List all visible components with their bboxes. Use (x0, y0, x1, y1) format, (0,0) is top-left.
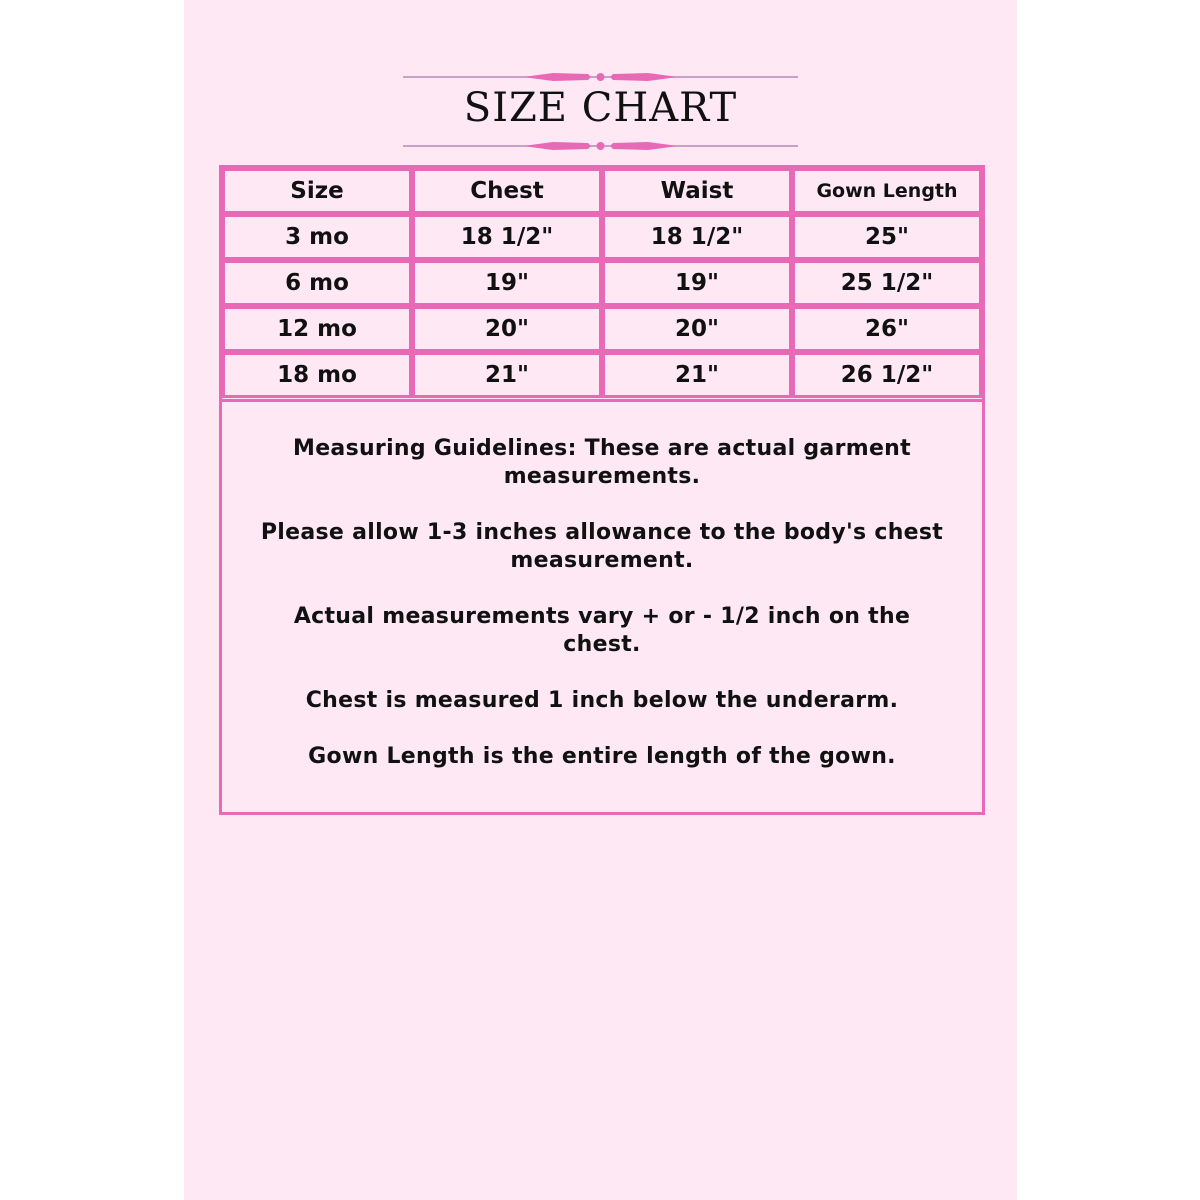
size-table (219, 165, 985, 815)
table-row (222, 352, 982, 398)
header-waist: Waist (602, 168, 792, 214)
header-gown-length: Gown Length (792, 168, 982, 214)
header-chest: Chest (412, 168, 602, 214)
cell-chest: 21" (412, 352, 602, 398)
table-row (222, 306, 982, 352)
page-title: SIZE CHART (463, 85, 738, 131)
cell-waist: 20" (602, 306, 792, 352)
cell-gown-length: 25 1/2" (792, 260, 982, 306)
cell-chest: 20" (412, 306, 602, 352)
cell-size: 6 mo (222, 260, 412, 306)
cell-gown-length: 26 1/2" (792, 352, 982, 398)
cell-waist: 21" (602, 352, 792, 398)
table-header-row (222, 168, 982, 214)
guideline-text: Actual measurements vary + or - 1/2 inch on the chest. (293, 604, 911, 657)
cell-gown-length: 25" (792, 214, 982, 260)
guideline-text: Please allow 1-3 inches allowance to the body's chest measurement. (260, 520, 944, 573)
cell-chest: 19" (412, 260, 602, 306)
cell-gown-length: 26" (792, 306, 982, 352)
guideline-text: Chest is measured 1 inch below the underarm. (305, 688, 899, 713)
cell-size: 18 mo (222, 352, 412, 398)
cell-size: 12 mo (222, 306, 412, 352)
header-size: Size (222, 168, 412, 214)
table-row (222, 260, 982, 306)
cell-chest: 18 1/2" (412, 214, 602, 260)
cell-waist: 19" (602, 260, 792, 306)
table-row (222, 214, 982, 260)
cell-waist: 18 1/2" (602, 214, 792, 260)
title-header (403, 66, 798, 156)
cell-size: 3 mo (222, 214, 412, 260)
guideline-text: Gown Length is the entire length of the gown. (308, 744, 896, 769)
guideline-text: Measuring Guidelines: These are actual garment measurements. (293, 436, 911, 489)
measuring-guidelines (222, 399, 982, 812)
